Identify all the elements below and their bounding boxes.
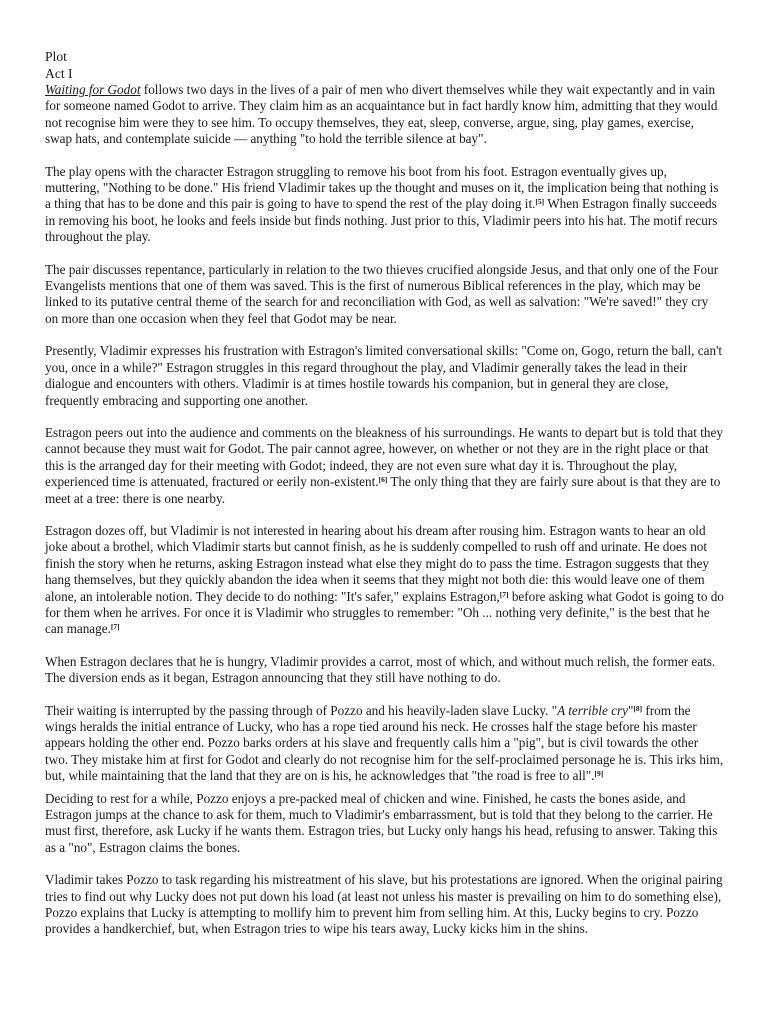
- paragraph-text: from the wings heralds the initial entrance of Lucky, who has a rope tied around his neck. He crosses half the stage before his master appears holding the other end. Pozzo barks orders at his slave and frequently calls him a "pig", but is civil towards the other two. They mistake him at first for Godot and clearly do not recognise him for the self-proclaimed personage he is. This irks him, but, while maintaining that the land that they are on is his, he acknowledges that "the road is free to all".: [45, 702, 724, 784]
- citation-ref[interactable]: [9]: [594, 769, 604, 779]
- paragraph-6: [45, 523, 724, 638]
- paragraph-9: Deciding to rest for a while, Pozzo enjoys a pre-packed meal of chicken and wine. Finished, he casts the bones aside, and Estragon jumps at the chance to ask for them, much to Vladimir's embarrassment, but is told that they belong to the carrier. He must first, therefore, ask Lucky if he wants them. Estragon tries, but Lucky only hangs his head, refusing to answer. Taking this as a "no", Estragon claims the bones.: [45, 790, 718, 855]
- citation-ref[interactable]: [5]: [535, 197, 545, 207]
- citation-ref[interactable]: [6]: [378, 475, 388, 485]
- citation-ref[interactable]: [7]: [499, 589, 509, 599]
- paragraph-text: Estragon peers out into the audience and comments on the bleakness of his surroundings. He wants to depart but is told that they cannot because they must wait for Godot. The pair cannot agree, however, on whether or not they are in the right place or that this is the arranged day for their meeting with Godot; indeed, they are not even sure what day it is. Throughout the play, experienced time is attenuated, fractured or eerily non-existent.: [45, 424, 723, 490]
- paragraph-text: When Estragon finally succeeds in removing his boot, he looks and feels inside but finds nothing. Just prior to this, Vladimir peers into his hat. The motif recurs throughout the play.: [45, 196, 718, 245]
- paragraph-4: Presently, Vladimir expresses his frustration with Estragon's limited conversational skills: "Come on, Gogo, return the ball, can't you, once in a while?" Estragon struggles in this regard throughout the play, and Vladimir generally takes the lead in their dialogue and encounters with others. Vladimir is at times hostile towards his companion, but in general they are close, frequently embracing and supporting one another.: [45, 343, 723, 408]
- paragraph-text: follows two days in the lives of a pair of men who divert themselves while they wait expectantly and in vain for someone named Godot to arrive. They claim him as an acquaintance but in fact hardly know him, admitting that they would not recognise him were they to see him. To occupy themselves, they eat, sleep, converse, argue, sing, play games, exercise, swap hats, and contemplate suicide — anything "to hold the terrible silence at bay".: [45, 82, 718, 147]
- paragraph-text: ": [627, 702, 634, 718]
- paragraph-text: Estragon dozes off, but Vladimir is not interested in hearing about his dream after rousing him. Estragon wants to hear an old joke about a brothel, which Vladimir starts but cannot finish, as he is suddenly compelled to rush off and urinate. He does not finish the story when he returns, asking Estragon instead what else they might do to pass the time. Estragon suggests that they hang themselves, but they quickly abandon the idea when it seems that they might not both die: this would leave one of them alone, an intolerable notion. They decide to do nothing: "It's safer," explains Estragon,: [45, 522, 710, 604]
- paragraph-3: The pair discusses repentance, particularly in relation to the two thieves crucified alongside Jesus, and that only one of the Four Evangelists mentions that one of them was saved. This is the first of numerous Biblical references in the play, which may be linked to its putative central theme of the search for and reconciliation with God, as well as salvation: "We're saved!" they cry on more than one occasion when they feel that Godot may be near.: [45, 261, 719, 326]
- paragraph-8: [45, 703, 724, 785]
- paragraph-10: Vladimir takes Pozzo to task regarding his mistreatment of his slave, but his protestations are ignored. When the original pairing tries to find out why Lucky does not put down his load (at least not unless his master is prevailing on him to do something else), Pozzo explains that Lucky is attempting to mollify him to prevent him from selling him. At this, Lucky begins to cry. Pozzo provides a handkerchief, but, when Estragon tries to wipe his tears away, Lucky kicks him in the shins.: [45, 872, 723, 937]
- paragraph-text: The only thing that they are fairly sure about is that they are to meet at a tree: there is one nearby.: [45, 474, 721, 506]
- section-heading-act: Act I: [45, 66, 73, 81]
- paragraph-text: The play opens with the character Estragon struggling to remove his boot from his foot. Estragon eventually gives up, muttering, "Nothing to be done." His friend Vladimir takes up the thought and muses on it, the implication being that nothing is a thing that has to be done and this pair is going to have to spend the rest of the play doing it.: [45, 163, 719, 212]
- stage-direction: A terrible cry: [557, 702, 628, 718]
- paragraph-text: before asking what Godot is going to do for them when he arrives. For once it is Vladimir who struggles to remember: "Oh ... nothing very definite," is the best that he can manage.: [45, 588, 724, 637]
- paragraph-1: [45, 82, 724, 148]
- paragraph-5: [45, 425, 724, 507]
- section-heading-plot: Plot: [45, 49, 67, 64]
- citation-ref[interactable]: [7]: [110, 622, 120, 632]
- paragraph-text: Their waiting is interrupted by the passing through of Pozzo and his heavily-laden slave Lucky. ": [45, 702, 558, 718]
- paragraph-7: When Estragon declares that he is hungry, Vladimir provides a carrot, most of which, and without much relish, the former eats. The diversion ends as it began, Estragon announcing that they still have nothing to do.: [45, 653, 716, 686]
- citation-ref[interactable]: [8]: [633, 703, 643, 713]
- title-link[interactable]: Waiting for Godot: [45, 82, 141, 97]
- paragraph-2: [45, 164, 724, 246]
